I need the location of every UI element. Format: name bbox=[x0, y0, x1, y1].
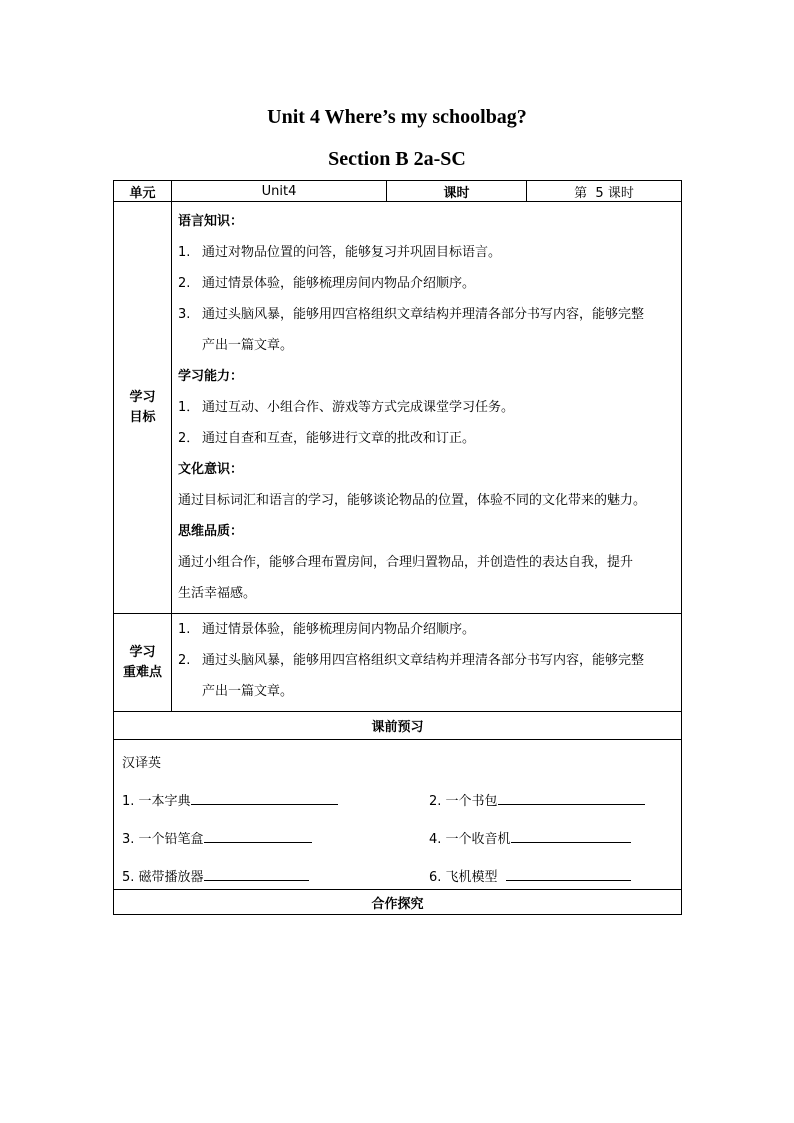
lesson-value: 第 5 课时 bbox=[527, 181, 682, 202]
list-item: 3. 通过头脑风暴，能够用四宫格组织文章结构并理清各部分书写内容，能够完整 bbox=[178, 307, 645, 322]
list-item: 2. 通过情景体验，能够梳理房间内物品介绍顺序。 bbox=[178, 276, 476, 291]
document-title: Unit 4 Where’s my schoolbag? bbox=[267, 106, 527, 128]
preview-exercise-row bbox=[114, 740, 682, 890]
exercise-item: 3. 一个铅笔盒 bbox=[122, 828, 312, 847]
cultural-awareness-heading: 文化意识： bbox=[178, 462, 244, 477]
language-knowledge-heading: 语言知识： bbox=[178, 214, 244, 229]
exercise-title: 汉译英 bbox=[122, 756, 162, 771]
list-item: 1. 通过情景体验，能够梳理房间内物品介绍顺序。 bbox=[178, 622, 476, 637]
unit-value: Unit4 bbox=[172, 181, 387, 202]
header-row bbox=[114, 181, 682, 202]
objectives-label-line2: 目标 bbox=[129, 409, 156, 425]
objectives-label-line1: 学习 bbox=[129, 389, 156, 405]
answer-blank[interactable] bbox=[204, 866, 309, 881]
list-item-continuation: 产出一篇文章。 bbox=[202, 338, 294, 353]
list-item-continuation: 产出一篇文章。 bbox=[202, 684, 294, 699]
list-item: 2. 通过头脑风暴，能够用四宫格组织文章结构并理清各部分书写内容，能够完整 bbox=[178, 653, 645, 668]
cooperation-heading-row bbox=[114, 890, 682, 915]
cultural-awareness-text: 通过目标词汇和语言的学习，能够谈论物品的位置，体验不同的文化带来的魅力。 bbox=[178, 493, 647, 508]
list-item: 2． 通过自查和互查，能够进行文章的批改和订正。 bbox=[178, 431, 476, 446]
key-points-label-line2: 重难点 bbox=[122, 664, 162, 680]
unit-label: 单元 bbox=[114, 181, 172, 202]
answer-blank[interactable] bbox=[506, 866, 631, 881]
exercise-item: 1. 一本字典 bbox=[122, 790, 338, 809]
preview-heading: 课前预习 bbox=[114, 712, 682, 740]
key-points-label-line1: 学习 bbox=[129, 644, 156, 660]
exercise-item: 5. 磁带播放器 bbox=[122, 866, 309, 885]
learning-ability-heading: 学习能力： bbox=[178, 369, 244, 384]
list-item: 1． 通过互动、小组合作、游戏等方式完成课堂学习任务。 bbox=[178, 400, 515, 415]
objectives-label bbox=[114, 202, 172, 614]
thinking-quality-continuation: 生活幸福感。 bbox=[178, 586, 257, 601]
lesson-plan-table bbox=[113, 180, 682, 915]
answer-blank[interactable] bbox=[511, 828, 631, 843]
preview-exercise bbox=[114, 740, 682, 890]
thinking-quality-heading: 思维品质： bbox=[178, 524, 244, 539]
answer-blank[interactable] bbox=[191, 790, 338, 805]
key-points-row bbox=[114, 614, 682, 712]
thinking-quality-text: 通过小组合作，能够合理布置房间，合理归置物品，并创造性的表达自我，提升 bbox=[178, 555, 634, 570]
key-points-content bbox=[172, 614, 682, 712]
key-points-label bbox=[114, 614, 172, 712]
exercise-item: 6. 飞机模型 bbox=[429, 866, 631, 885]
answer-blank[interactable] bbox=[204, 828, 312, 843]
objectives-content bbox=[172, 202, 682, 614]
exercise-item: 4. 一个收音机 bbox=[429, 828, 631, 847]
answer-blank[interactable] bbox=[498, 790, 645, 805]
cooperation-heading: 合作探究 bbox=[114, 890, 682, 915]
exercise-item: 2. 一个书包 bbox=[429, 790, 645, 809]
lesson-label: 课时 bbox=[387, 181, 527, 202]
document-subtitle: Section B 2a-SC bbox=[328, 148, 466, 170]
objectives-row bbox=[114, 202, 682, 614]
list-item: 1. 通过对物品位置的问答，能够复习并巩固目标语言。 bbox=[178, 245, 502, 260]
preview-heading-row bbox=[114, 712, 682, 740]
